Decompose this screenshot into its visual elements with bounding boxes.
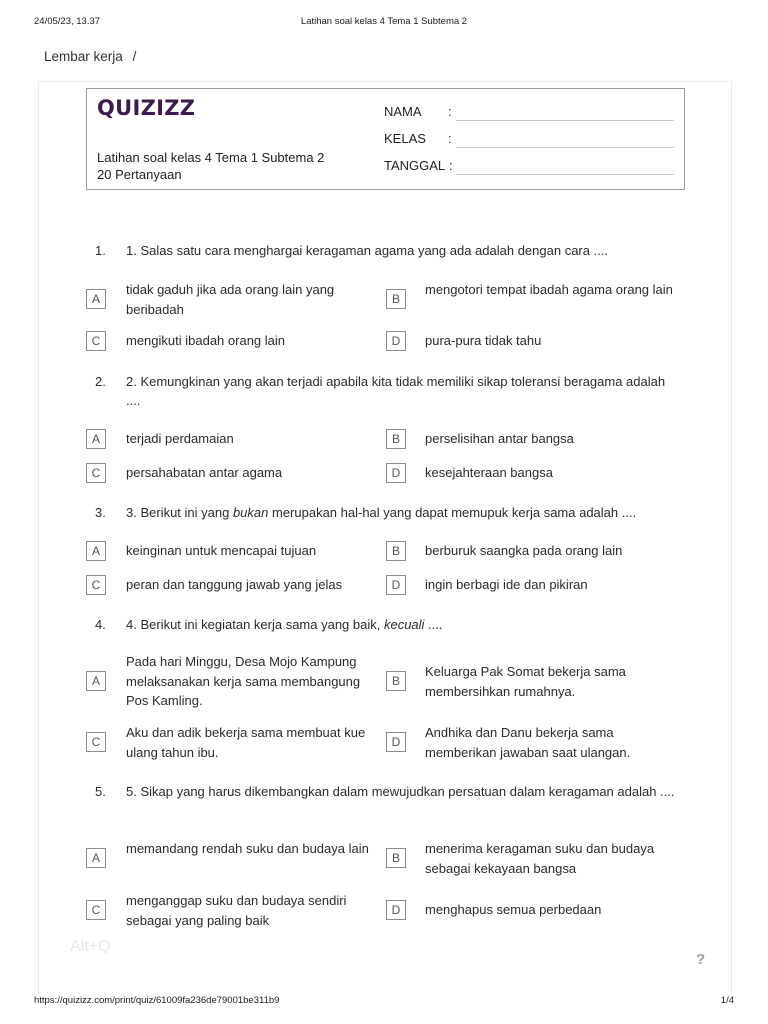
option-text: terjadi perdamaian — [126, 431, 234, 446]
date-label: TANGGAL — [384, 158, 446, 173]
option-letter: B — [386, 429, 406, 449]
worksheet-header-box — [86, 88, 685, 190]
question-text: 1. Salas satu cara menghargai keragaman agama yang ada adalah dengan cara .... — [126, 243, 609, 258]
option-text: menganggap suku dan budaya sendiri sebagai yang paling baik — [126, 893, 347, 928]
question-number: 3. — [95, 505, 106, 520]
question-text-part: 4. Berikut ini kegiatan kerja sama yang baik, — [126, 617, 384, 632]
option-letter: D — [386, 575, 406, 595]
option-text: menerima keragaman suku dan budaya sebagai kekayaan bangsa — [425, 841, 655, 876]
print-header — [34, 16, 734, 30]
help-icon[interactable]: ? — [696, 951, 706, 968]
name-label: NAMA — [384, 104, 422, 119]
option-text: mengotori tempat ibadah agama orang lain — [425, 282, 673, 297]
question-number: 1. — [95, 243, 106, 258]
option-text: Keluarga Pak Somat bekerja sama membersihkan rumahnya. — [425, 664, 626, 699]
print-document-title: Latihan soal kelas 4 Tema 1 Subtema 2 — [300, 16, 468, 27]
page-number: 1/4 — [720, 995, 734, 1006]
date-line — [456, 174, 674, 175]
option-letter: C — [86, 732, 106, 752]
question-number: 4. — [95, 617, 106, 632]
option-text: tidak gaduh jika ada orang lain yang beribadah — [126, 282, 335, 317]
option-text: ingin berbagi ide dan pikiran — [425, 577, 588, 592]
print-url: https://quizizz.com/print/quiz/61009fa236de79001be311b9 — [34, 995, 280, 1006]
question-text: 2. Kemungkinan yang akan terjadi apabila kita tidak memiliki sikap toleransi beragama adalah .... — [126, 374, 666, 408]
question-emphasis: bukan — [232, 505, 269, 520]
print-date: 24/05/23, 13.37 — [34, 16, 101, 27]
option-letter: B — [386, 289, 406, 309]
option-text: berburuk saangka pada orang lain — [425, 543, 623, 558]
question-number: 5. — [95, 784, 106, 799]
option-letter: A — [86, 289, 106, 309]
keyboard-shortcut-hint: Alt+Q — [70, 938, 111, 955]
option-letter: A — [86, 541, 106, 561]
option-letter: D — [386, 732, 406, 752]
question-count: 20 Pertanyaan — [97, 167, 182, 182]
question-number: 2. — [95, 374, 106, 389]
question-text-part: merupakan hal-hal yang dapat memupuk kerja sama adalah .... — [268, 505, 637, 520]
option-text: mengikuti ibadah orang lain — [126, 333, 285, 348]
option-text: pura-pura tidak tahu — [425, 333, 542, 348]
question-emphasis: kecuali — [383, 617, 425, 632]
option-text: persahabatan antar agama — [126, 465, 283, 480]
option-letter: C — [86, 331, 106, 351]
option-text: Andhika dan Danu bekerja sama memberikan jawaban saat ulangan. — [425, 725, 631, 760]
breadcrumb-separator: / — [132, 49, 137, 64]
option-text: peran dan tanggung jawab yang jelas — [126, 577, 343, 592]
question-text-part: .... — [424, 617, 443, 632]
name-colon: : — [448, 104, 452, 119]
option-text: Aku dan adik bekerja sama membuat kue ulang tahun ibu. — [126, 725, 366, 760]
option-text: memandang rendah suku dan budaya lain — [126, 841, 369, 856]
name-field — [384, 104, 674, 122]
breadcrumb — [44, 49, 136, 64]
question-text: 5. Sikap yang harus dikembangkan dalam mewujudkan persatuan dalam keragaman adalah .... — [126, 784, 675, 799]
option-letter: A — [86, 848, 106, 868]
date-field — [384, 158, 674, 176]
option-letter: C — [86, 575, 106, 595]
option-text: menghapus semua perbedaan — [425, 902, 602, 917]
option-text: Pada hari Minggu, Desa Mojo Kampung melaksanakan kerja sama membangung Pos Kamling. — [126, 654, 361, 708]
option-letter: B — [386, 671, 406, 691]
name-line — [456, 120, 674, 121]
date-colon: : — [449, 158, 453, 173]
option-letter: A — [86, 671, 106, 691]
option-letter: D — [386, 463, 406, 483]
class-field — [384, 131, 674, 149]
class-colon: : — [448, 131, 452, 146]
question-text — [126, 503, 676, 522]
option-letter: C — [86, 463, 106, 483]
quiz-title: Latihan soal kelas 4 Tema 1 Subtema 2 — [97, 150, 325, 165]
option-text: keinginan untuk mencapai tujuan — [126, 543, 317, 558]
option-text: perselisihan antar bangsa — [425, 431, 574, 446]
option-letter: B — [386, 541, 406, 561]
option-letter: B — [386, 848, 406, 868]
class-line — [456, 147, 674, 148]
breadcrumb-item-worksheet[interactable]: Lembar kerja — [44, 49, 123, 64]
option-letter: A — [86, 429, 106, 449]
option-letter: D — [386, 331, 406, 351]
option-letter: D — [386, 900, 406, 920]
question-text-part: 3. Berikut ini yang — [126, 505, 233, 520]
question-text — [126, 615, 676, 634]
quizizz-logo: QUIZIZZ — [97, 96, 196, 120]
option-letter: C — [86, 900, 106, 920]
option-text: kesejahteraan bangsa — [425, 465, 553, 480]
class-label: KELAS — [384, 131, 426, 146]
